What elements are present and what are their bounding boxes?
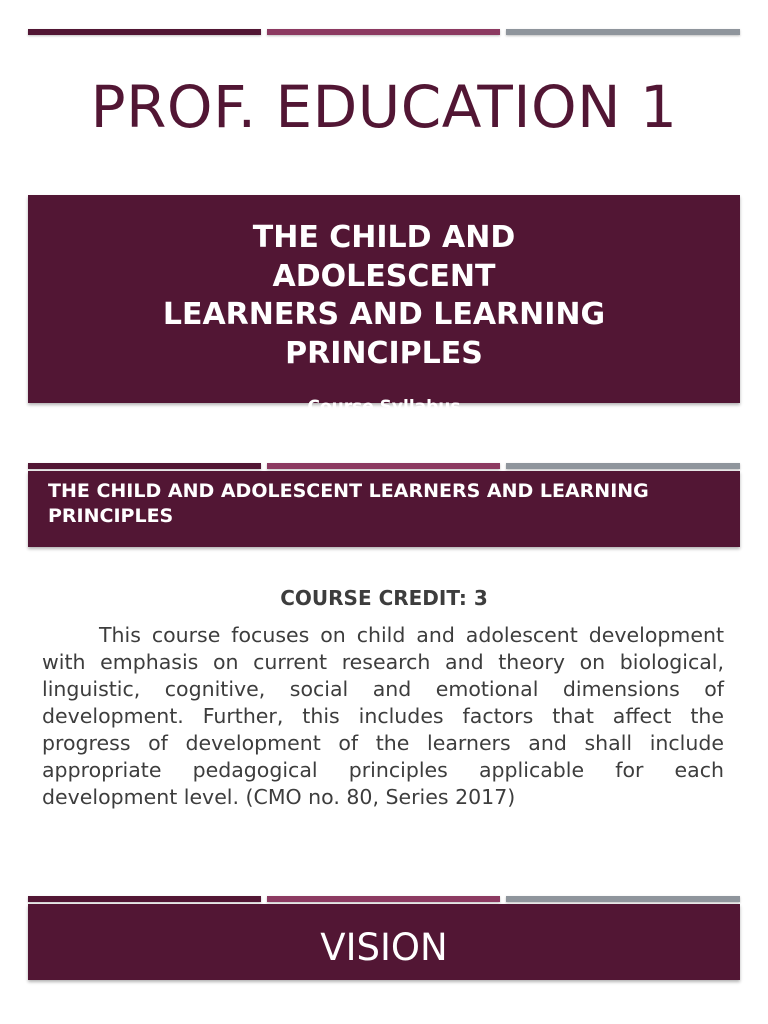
vision-heading: VISION <box>320 926 448 969</box>
section-heading: THE CHILD AND ADOLESCENT LEARNERS AND LEARNING PRINCIPLES <box>48 480 649 527</box>
accent-stripe-pink <box>267 463 500 469</box>
header-band <box>28 471 740 547</box>
accent-stripe-gray <box>506 463 740 469</box>
course-description: This course focuses on child and adolescent development with emphasis on current research and theory on biological, linguistic, cognitive, social and emotional dimensions of development. Further, this includes factors that affect the progress of development of the learners and shall include appropriate pedagogical principles applicable for each development level. (CMO no. 80, Series 2017) <box>42 623 724 809</box>
accent-stripe-gray <box>506 896 740 902</box>
accent-stripe-maroon <box>28 896 261 902</box>
accent-stripe-maroon <box>28 29 261 35</box>
course-subtitle: Course Syllabus <box>307 397 461 417</box>
accent-stripe-pink <box>267 896 500 902</box>
accent-stripe-gray <box>506 29 740 35</box>
slide-title: PROF. EDUCATION 1 <box>90 73 678 141</box>
accent-stripe-pink <box>267 29 500 35</box>
course-title: THE CHILD AND ADOLESCENT LEARNERS AND LEARNING PRINCIPLES <box>162 220 606 371</box>
course-credit: COURSE CREDIT: 3 <box>280 586 488 610</box>
title-band <box>28 195 740 417</box>
accent-stripe-maroon <box>28 463 261 469</box>
vision-band <box>28 904 740 980</box>
